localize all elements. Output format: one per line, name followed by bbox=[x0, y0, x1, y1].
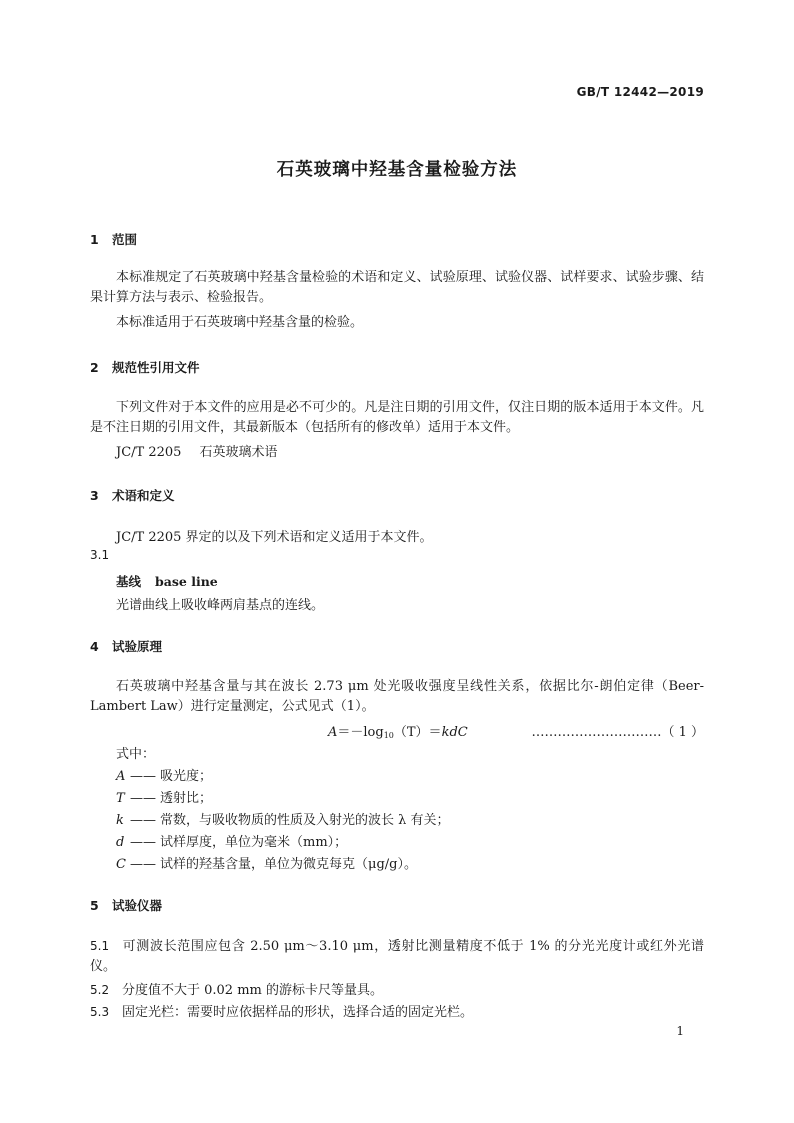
term-number: 3.1 bbox=[90, 548, 110, 562]
section-heading-apparatus bbox=[90, 896, 162, 914]
item-number: 5.3 bbox=[90, 1005, 110, 1019]
reference-code: JC/T 2205 bbox=[116, 445, 182, 460]
formula bbox=[328, 721, 468, 740]
variable-symbol: T bbox=[116, 791, 125, 806]
section-number: 3 bbox=[90, 488, 99, 503]
formula-lhs: A bbox=[328, 725, 338, 740]
formula-equation-number: …………………………（ 1 ） bbox=[531, 725, 704, 740]
variable-description: 试样的羟基含量，单位为微克每克（μg/g）。 bbox=[160, 857, 417, 872]
item-number: 5.2 bbox=[90, 983, 110, 997]
formula-arg: （T）＝ bbox=[393, 725, 442, 740]
where-label: 式中： bbox=[116, 747, 156, 762]
variable-description: 透射比； bbox=[160, 791, 213, 806]
dash: —— bbox=[130, 769, 156, 784]
item-text: 可测波长范围应包含 2.50 μm～3.10 μm，透射比测量精度不低于 1% 的分光光度计或红外光谱仪。 bbox=[90, 939, 704, 974]
item-text: 分度值不大于 0.02 mm 的游标卡尺等量具。 bbox=[122, 983, 383, 998]
section-number: 1 bbox=[90, 232, 99, 247]
section-title: 规范性引用文件 bbox=[112, 360, 200, 375]
formula-minus-log: ＝－log bbox=[337, 725, 384, 740]
scope-paragraph-2: 本标准适用于石英玻璃中羟基含量的检验。 bbox=[116, 315, 364, 330]
variable-definition bbox=[116, 765, 212, 784]
dash: —— bbox=[130, 835, 156, 850]
section-title: 试验仪器 bbox=[112, 898, 163, 913]
reference-title: 石英玻璃术语 bbox=[199, 445, 278, 460]
document-title: 石英玻璃中羟基含量检验方法 bbox=[276, 160, 518, 180]
variable-definition bbox=[116, 853, 417, 872]
reference-entry bbox=[116, 441, 277, 460]
variable-symbol: C bbox=[116, 857, 126, 872]
apparatus-item bbox=[90, 980, 704, 1001]
standard-number: GB/T 12442—2019 bbox=[576, 85, 704, 99]
dash: —— bbox=[130, 813, 156, 828]
section-number: 4 bbox=[90, 639, 99, 654]
variable-symbol: d bbox=[116, 835, 125, 850]
section-title: 范围 bbox=[112, 232, 138, 247]
section-number: 5 bbox=[90, 898, 99, 913]
term-name-en: base line bbox=[155, 574, 218, 589]
formula-log-base: 10 bbox=[383, 731, 394, 740]
variable-symbol: k bbox=[116, 813, 124, 828]
term-name bbox=[116, 572, 218, 590]
variable-definition bbox=[116, 787, 212, 806]
section-heading-terms bbox=[90, 486, 175, 504]
variable-definition bbox=[116, 831, 347, 850]
references-paragraph: 下列文件对于本文件的应用是必不可少的。凡是注日期的引用文件，仅注日期的版本适用于本文件。凡是不注日期的引用文件，其最新版本（包括所有的修改单）适用于本文件。 bbox=[90, 400, 704, 435]
section-heading-principle bbox=[90, 637, 162, 655]
term-definition: 光谱曲线上吸收峰两肩基点的连线。 bbox=[116, 598, 325, 613]
item-text: 固定光栏：需要时应依据样品的形状，选择合适的固定光栏。 bbox=[122, 1005, 474, 1020]
variable-description: 吸光度； bbox=[160, 769, 213, 784]
section-title: 术语和定义 bbox=[112, 488, 175, 503]
term-name-cn: 基线 bbox=[116, 574, 142, 589]
formula-rhs: kdC bbox=[441, 725, 468, 740]
principle-paragraph: 石英玻璃中羟基含量与其在波长 2.73 μm 处光吸收强度呈线性关系，依据比尔-朗伯定律（Beer-Lambert Law）进行定量测定，公式见式（1）。 bbox=[90, 679, 704, 714]
section-number: 2 bbox=[90, 360, 99, 375]
section-title: 试验原理 bbox=[112, 639, 163, 654]
apparatus-item bbox=[90, 936, 704, 977]
variable-definition bbox=[116, 809, 450, 828]
item-number: 5.1 bbox=[90, 939, 110, 953]
variable-symbol: A bbox=[116, 769, 126, 784]
section-heading-scope bbox=[90, 230, 137, 248]
section-heading-normative-references bbox=[90, 358, 200, 376]
apparatus-item bbox=[90, 1002, 704, 1023]
page-number: 1 bbox=[676, 1024, 684, 1038]
dash: —— bbox=[130, 791, 156, 806]
variable-description: 试样厚度，单位为毫米（mm）； bbox=[160, 835, 348, 850]
scope-paragraph-1: 本标准规定了石英玻璃中羟基含量检验的术语和定义、试验原理、试验仪器、试样要求、试验步骤、结果计算方法与表示、检验报告。 bbox=[90, 270, 704, 305]
variable-description: 常数，与吸收物质的性质及入射光的波长 λ 有关； bbox=[160, 813, 450, 828]
terms-paragraph: JC/T 2205 界定的以及下列术语和定义适用于本文件。 bbox=[116, 530, 433, 545]
dash: —— bbox=[130, 857, 156, 872]
